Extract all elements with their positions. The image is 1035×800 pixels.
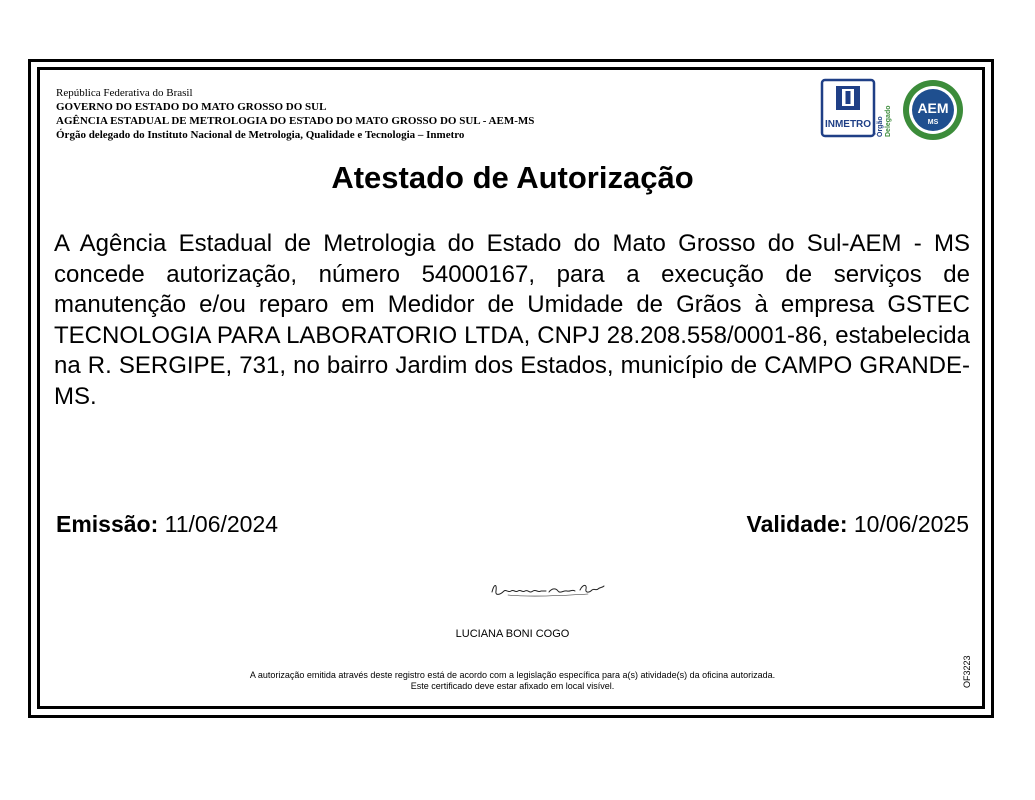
- orgao-delegado-label: [875, 105, 892, 137]
- header-line-orgao: Órgão delegado do Instituto Nacional de Metrologia, Qualidade e Tecnologia – Inmetro: [56, 129, 465, 141]
- footer-note: [0, 670, 1025, 692]
- footer-line-1: A autorização emitida através deste registro está de acordo com a legislação específica para a(s) atividade(s) da oficina autorizada.: [249, 670, 776, 680]
- validity-label: Validade:: [746, 511, 848, 537]
- validity-value: 10/06/2025: [853, 511, 969, 537]
- emission-label: Emissão:: [56, 511, 159, 537]
- inmetro-logo: [822, 80, 874, 136]
- validity-date: [747, 511, 970, 538]
- header-line-republica: República Federativa do Brasil: [56, 87, 193, 99]
- signer-name: LUCIANA BONI COGO: [455, 628, 570, 640]
- aem-text: AEM: [917, 100, 949, 116]
- svg-text:Delegado: Delegado: [885, 105, 892, 137]
- document-code: OF3223: [962, 655, 972, 688]
- logos: [820, 77, 972, 143]
- header-line-governo: GOVERNO DO ESTADO DO MATO GROSSO DO SUL: [56, 101, 327, 113]
- handwritten-signature: [488, 578, 610, 604]
- document-header: [56, 86, 796, 142]
- svg-text:Órgão: Órgão: [877, 116, 884, 137]
- inmetro-text: INMETRO: [824, 119, 872, 130]
- footer-line-2: Este certificado deve estar afixado em local visível.: [410, 681, 615, 691]
- header-line-agencia: AGÊNCIA ESTADUAL DE METROLOGIA DO ESTADO DO MATO GROSSO DO SUL - AEM-MS: [56, 115, 535, 127]
- document-title: Atestado de Autorização: [331, 160, 694, 195]
- aem-logo: [903, 80, 963, 140]
- emission-date: [56, 511, 278, 538]
- aem-sub-text: MS: [927, 119, 939, 126]
- authorization-text: A Agência Estadual de Metrologia do Estado do Mato Grosso do Sul-AEM - MS concede autorização, número 54000167, para a execução de serviços de manutenção e/ou reparo em Medidor de Umidade de Grãos à empresa GSTEC TECNOLOGIA PARA LABORATORIO LTDA, CNPJ 28.208.558/0001-86, estabelecida na R. SERGIPE, 731, no bairro Jardim dos Estados, município de CAMPO GRANDE-MS.: [54, 230, 970, 410]
- emission-value: 11/06/2024: [164, 511, 279, 537]
